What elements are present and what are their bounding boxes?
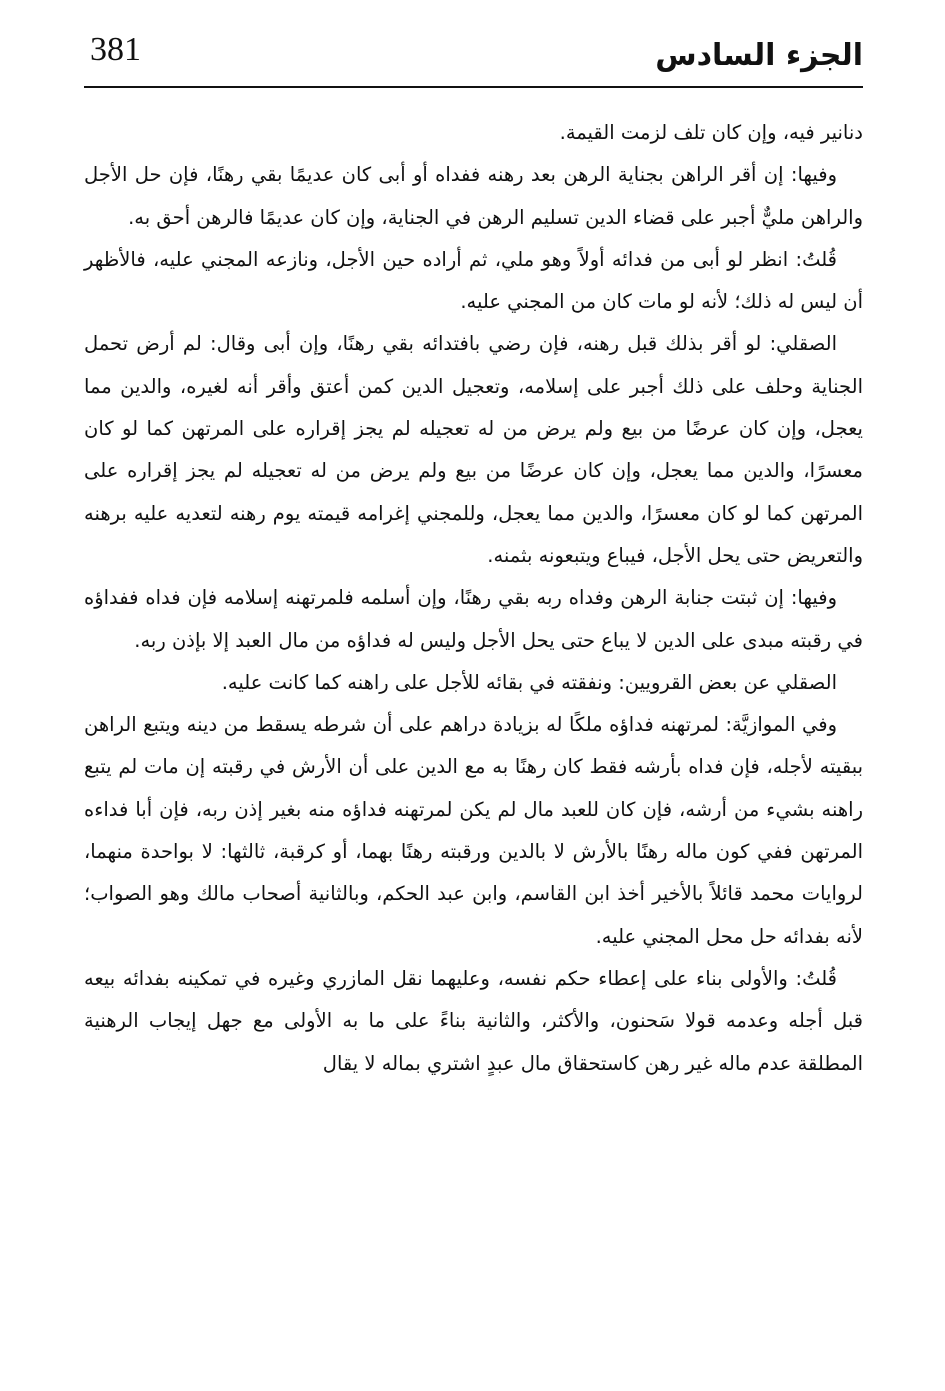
paragraph-2: وفيها: إن أقر الراهن بجناية الرهن بعد رهنه ففداه أو أبى كان عديمًا بقي رهنًا، فإن حل الأجل والراهن مليٌّ أجبر على قضاء الدين تسليم الرهن في الجناية، وإن كان عديمًا فالرهن أحق به. [84, 163, 863, 229]
paragraph-1: دنانير فيه، وإن كان تلف لزمت القيمة. [559, 121, 863, 144]
paragraph-5: وفيها: إن ثبتت جنابة الرهن وفداه ربه بقي رهنًا، وإن أسلمه فلمرتهنه إسلامه فإن فداه ففداؤه في رقبته مبدى على الدين لا يباع حتى يحل الأجل وليس له فداؤه من مال العبد إلا بإذن ربه. [84, 586, 863, 652]
paragraph-7: وفي الموازيَّة: لمرتهنه فداؤه ملكًا له بزيادة دراهم على أن شرطه يسقط من دينه ويتبع الراهن ببقيته لأجله، فإن فداه بأرشه فقط كان رهنًا به مع الدين على أن الأرش في رقبته إن مات لم يتبع راهنه بشيء من أرشه، فإن كان للعبد مال لم يكن لمرتهنه فداؤه منه بغير إذن ربه، فإن أبا فداءه المرتهن ففي كون ماله رهنًا بالأرش لا بالدين ورقبته رهنًا بهما، أو كرقبة، ثالثها: لا بواحدة منهما، لروايات محمد قائلاً بالأخير أخذ ابن القاسم، وابن عبد الحكم، وبالثانية أصحاب مالك وهو الصواب؛ لأنه بفدائه حل محل المجني عليه. [84, 713, 863, 948]
paragraph-6: الصقلي عن بعض القرويين: ونفقته في بقائه للأجل على راهنه كما كانت عليه. [221, 670, 837, 694]
running-head-title: الجزء السادس [655, 38, 863, 73]
paragraph-3: قُلتُ: انظر لو أبى من فدائه أولاً وهو ملي، ثم أراده حين الأجل، ونازعه المجني عليه، فالأظهر أن ليس له ذلك؛ لأنه لو مات كان من المجني عليه. [84, 247, 863, 314]
page-number: 381 [90, 31, 141, 68]
header-divider [84, 86, 863, 88]
body-text [84, 112, 863, 1085]
paragraph-8: قُلتُ: والأولى بناء على إعطاء حكم نفسه، وعليهما نقل المازري وغيره في تمكينه بفدائه بيعه قبل أجله وعدمه قولا سَحنون، والأكثر، والثانية بناءً على ما به الأولى مع جهل إيجاب الرهنية المطلقة عدم ماله غير رهن كاستحقاق مال عبدٍ اشتري بماله لا يقال [84, 966, 863, 1075]
paragraph-4: الصقلي: لو أقر بذلك قبل رهنه، فإن رضي بافتدائه بقي رهنًا، وإن أبى وقال: لم أرض تحمل الجناية وحلف على ذلك أجبر على إسلامه، وتعجيل الدين كمن أعتق وأقر أنه لغيره، والدين مما يعجل، وإن كان عرضًا من بيع ولم يرض من له تعجيله لم يجز إقراره على المرتهن كما لو كان معسرًا، والدين مما يعجل، وإن كان عرضًا من بيع ولم يرض من له تعجيله لم يجز إقراره على المرتهن كما لو كان معسرًا، والدين مما يعجل، وللمجني إغرامه قيمته يوم رهنه لتعديه عليه برهنه والتعريض حتى يحل الأجل، فيباع ويتبعونه بثمنه. [84, 332, 863, 567]
